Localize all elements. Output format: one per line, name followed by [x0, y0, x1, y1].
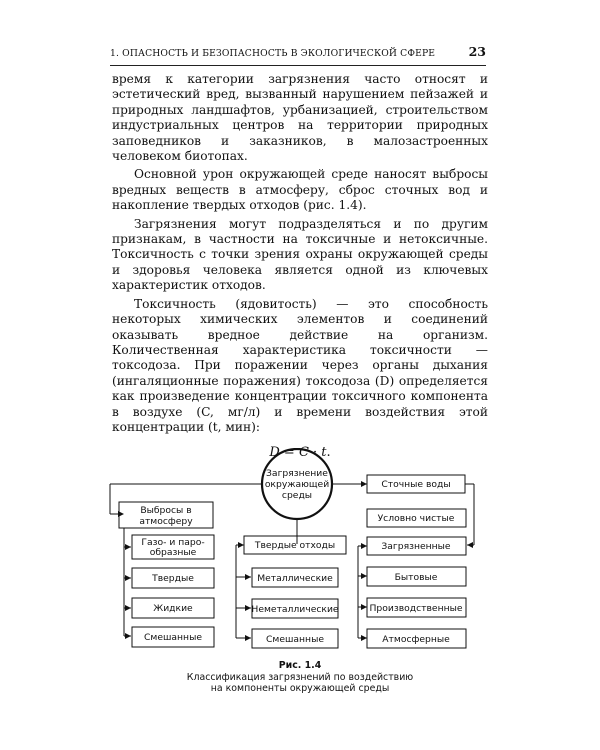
paragraph-2: Основной урон окружающей среде наносят выбросы вредных веществ в атмосферу, сброс сточных вод и накопление твердых отходов (рис. 1.4).: [112, 167, 488, 213]
right-item-2: Производственные: [369, 603, 463, 614]
formula-c: C: [298, 445, 309, 461]
page-number: 23: [468, 44, 486, 59]
formula-t: t: [321, 445, 327, 461]
left-item-1a: Газо- и паро-: [141, 537, 205, 548]
figure-caption: [150, 660, 450, 695]
left-item-4: Смешанные: [144, 632, 202, 643]
left-title-1: Выбросы в: [140, 505, 192, 516]
paragraph-4: Токсичность (ядовитость) — это способность некоторых химических элементов и соединений оказывать вредное действие на организм. Количественная характеристика токсичности — токсодоза. При поражении через органы дыхания (ингаляционные поражения) токсодоза (D) определяется как произведение концентрации токсичного компонента в воздухе (C, мг/л) и времени воздействия этой концентрации (t, мин):: [112, 296, 488, 434]
right-subtitle-2: Загрязненные: [381, 541, 451, 552]
formula-period: .: [326, 445, 331, 461]
root-label-2: окружающей: [264, 479, 330, 490]
middle-item-3: Смешанные: [266, 634, 324, 645]
right-subtitle-1: Условно чистые: [377, 513, 455, 524]
body-text: [112, 72, 488, 461]
left-item-3: Жидкие: [153, 603, 193, 614]
figure-label: Рис. 1.4: [278, 660, 322, 671]
running-title: 1. ОПАСНОСТЬ И БЕЗОПАСНОСТЬ В ЭКОЛОГИЧЕСКОЙ СФЕРЕ: [110, 48, 436, 59]
running-header: [110, 44, 486, 66]
right-title: Сточные воды: [381, 479, 451, 490]
caption-line-1: Классификация загрязнений по воздействию: [186, 671, 414, 683]
middle-title: Твердые отходы: [254, 540, 336, 551]
diagram-svg: [96, 448, 496, 660]
left-item-1b: образные: [149, 547, 197, 558]
pollution-classification-diagram: [96, 448, 496, 664]
formula-dot: ·: [308, 445, 322, 461]
formula-d: D: [269, 445, 280, 461]
middle-item-2: Неметаллические: [251, 604, 339, 615]
right-item-1: Бытовые: [394, 572, 438, 583]
caption-line-2: на компоненты окружающей среды: [210, 683, 390, 694]
middle-item-1: Металлические: [257, 573, 333, 584]
formula-equals: =: [279, 445, 299, 461]
paragraph-1: время к категории загрязнения часто относят и эстетический вред, вызванный нарушением пейзажей и природных ландшафтов, урбанизацией, строительством индустриальных центров на территории природных заповедников и заказников, в малозастроенных человеком биотопах.: [112, 72, 488, 164]
root-label-1: Загрязнение: [266, 468, 328, 479]
root-label-3: среды: [281, 490, 313, 501]
paragraph-3: Загрязнения могут подразделяться и по другим признакам, в частности на токсичные и нетоксичные. Токсичность с точки зрения охраны окружающей среды и здоровья человека является одной из ключевых характеристик отходов.: [112, 216, 488, 293]
left-item-2: Твердые: [152, 573, 194, 584]
right-item-3: Атмосферные: [382, 634, 450, 645]
left-title-2: атмосферу: [139, 516, 193, 527]
